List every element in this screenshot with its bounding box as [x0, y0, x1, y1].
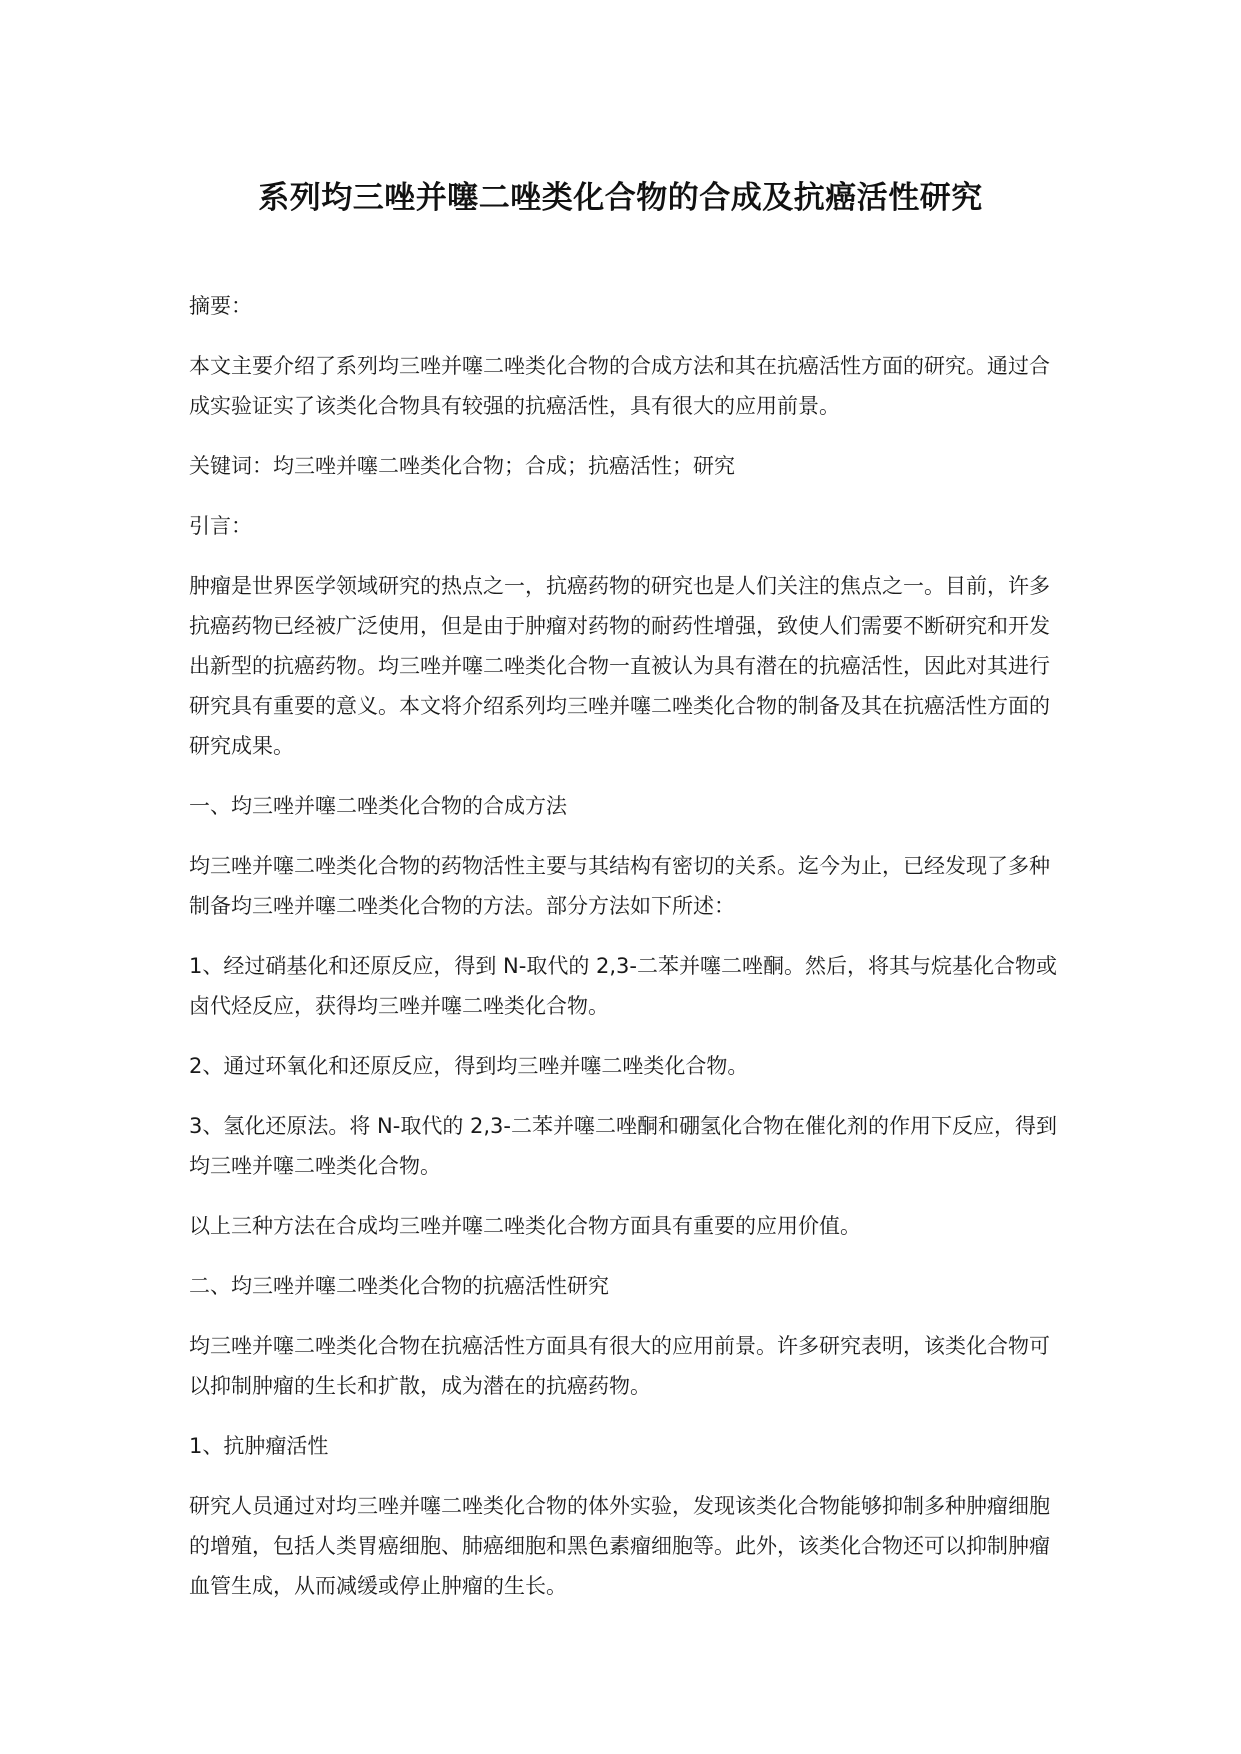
introduction-heading: 引言：	[189, 514, 252, 538]
introduction-paragraph: 肿瘤是世界医学领域研究的热点之一，抗癌药物的研究也是人们关注的焦点之一。目前，许多抗癌药物已经被广泛使用，但是由于肿瘤对药物的耐药性增强，致使人们需要不断研究和开发出新型的抗癌药物。均三唑并噻二唑类化合物一直被认为具有潜在的抗癌活性，因此对其进行研究具有重要的意义。本文将介绍系列均三唑并噻二唑类化合物的制备及其在抗癌活性方面的研究成果。	[189, 574, 1050, 758]
abstract-paragraph: 本文主要介绍了系列均三唑并噻二唑类化合物的合成方法和其在抗癌活性方面的研究。通过合成实验证实了该类化合物具有较强的抗癌活性，具有很大的应用前景。	[189, 354, 1050, 418]
keywords-line: 关键词：均三唑并噻二唑类化合物；合成；抗癌活性；研究	[189, 454, 735, 478]
antitumor-paragraph: 研究人员通过对均三唑并噻二唑类化合物的体外实验，发现该类化合物能够抑制多种肿瘤细胞的增殖，包括人类胃癌细胞、肺癌细胞和黑色素瘤细胞等。此外，该类化合物还可以抑制肿瘤血管生成，从而减缓或停止肿瘤的生长。	[189, 1494, 1050, 1598]
method-1-paragraph: 1、经过硝基化和还原反应，得到 N-取代的 2,3-二苯并噻二唑酮。然后，将其与烷基化合物或卤代烃反应，获得均三唑并噻二唑类化合物。	[189, 954, 1057, 1018]
section-2-intro-paragraph: 均三唑并噻二唑类化合物在抗癌活性方面具有很大的应用前景。许多研究表明，该类化合物可以抑制肿瘤的生长和扩散，成为潜在的抗癌药物。	[189, 1334, 1050, 1398]
abstract-heading: 摘要：	[189, 294, 252, 318]
document-body	[189, 286, 1059, 1626]
section-1-heading: 一、均三唑并噻二唑类化合物的合成方法	[189, 794, 567, 818]
section-1-intro-paragraph: 均三唑并噻二唑类化合物的药物活性主要与其结构有密切的关系。迄今为止，已经发现了多种制备均三唑并噻二唑类化合物的方法。部分方法如下所述：	[189, 854, 1050, 918]
method-2-paragraph: 2、通过环氧化和还原反应，得到均三唑并噻二唑类化合物。	[189, 1054, 749, 1078]
method-3-paragraph: 3、氢化还原法。将 N-取代的 2,3-二苯并噻二唑酮和硼氢化合物在催化剂的作用下反应，得到均三唑并噻二唑类化合物。	[189, 1114, 1057, 1178]
methods-summary-paragraph: 以上三种方法在合成均三唑并噻二唑类化合物方面具有重要的应用价值。	[189, 1214, 861, 1238]
subsection-antitumor-heading: 1、抗肿瘤活性	[189, 1434, 329, 1458]
section-2-heading: 二、均三唑并噻二唑类化合物的抗癌活性研究	[189, 1274, 609, 1298]
document-title: 系列均三唑并噻二唑类化合物的合成及抗癌活性研究	[258, 180, 983, 216]
